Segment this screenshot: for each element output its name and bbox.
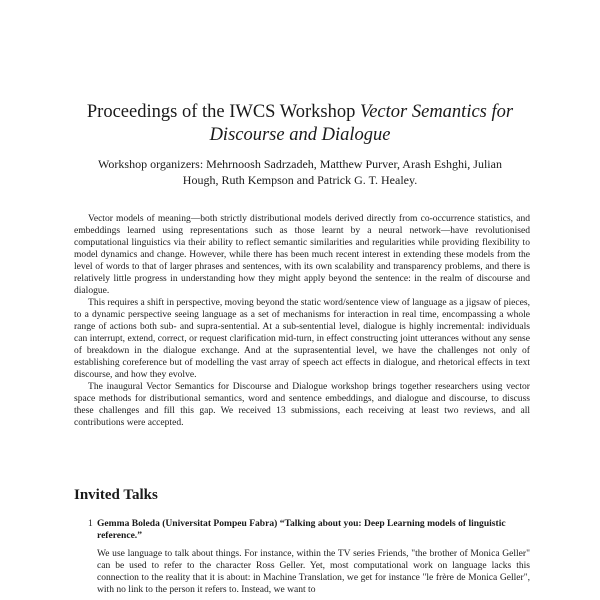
intro-paragraph-1: Vector models of meaning—both strictly distributional models derived directly from co-occurrence statistics, and embeddings learned using representations such as those learnt by a neural network—have revolutionised computational linguistics via their ability to reflect semantic similarities and regularities while providing flexibility to model dynamics and change. However, while there has been much recent interest in extending these models from the level of words to that of larger phrases and sentences, with its own scalability and transparency problems, and there is relatively little progress in understanding how they might apply beyond the sentence: in the realm of discourse and dialogue. [74,213,530,296]
workshop-organizers: Workshop organizers: Mehrnoosh Sadrzadeh, Matthew Purver, Arash Eshghi, Julian Hough, Ruth Kempson and Patrick G. T. Healey. [98,157,502,187]
proceedings-title [60,101,540,147]
title-plain: Proceedings of the IWCS Workshop [86,102,360,122]
talk-title: Gemma Boleda (Universitat Pompeu Fabra) “Talking about you: Deep Learning models of linguistic reference.” [97,518,506,541]
intro-paragraph-3: The inaugural Vector Semantics for Discourse and Dialogue workshop brings together researchers using vector space methods for distributional semantics, word and sentence embeddings, and dialogue and discourse, to discuss these challenges and fill this gap. We received 13 submissions, each receiving at least two reviews, and all contributions were accepted. [74,381,530,428]
introduction-text [74,213,530,429]
intro-paragraph-2: This requires a shift in perspective, moving beyond the static word/sentence view of language as a jigsaw of pieces, to a dynamic perspective seeing language as a set of mechanisms for interaction in real time, encompassing a whole range of actions both sub- and supra-sentential. At a sub-sentential level, dialogue is highly incremental: individuals can interrupt, extend, correct, or request clarification mid-turn, in effect constructing joint utterances without any sense of breakdown in the dialogue exchange. And at the suprasentential level, we have the challenges not only of establishing coreference but of modelling the vast array of speech act effects in dialogue, and rhetorical effects in text discourse, and how they evolve. [74,297,530,380]
talk-item [74,518,530,596]
title-italic: Vector Semantics for Discourse and Dialogue [209,102,514,145]
invited-talks-heading: Invited Talks [74,487,158,503]
talk-number: 1 [88,518,93,529]
talk-abstract: We use language to talk about things. For instance, within the TV series Friends, "the brother of Monica Geller" can be used to refer to the character Ross Geller. Yet, most computational work on language lacks this connection to the reality that it is about: in Machine Translation, we get for instance "le frère de Monica Geller", with no link to the person it refers to. Instead, we want to [97,548,530,595]
talk-heading [74,518,530,542]
